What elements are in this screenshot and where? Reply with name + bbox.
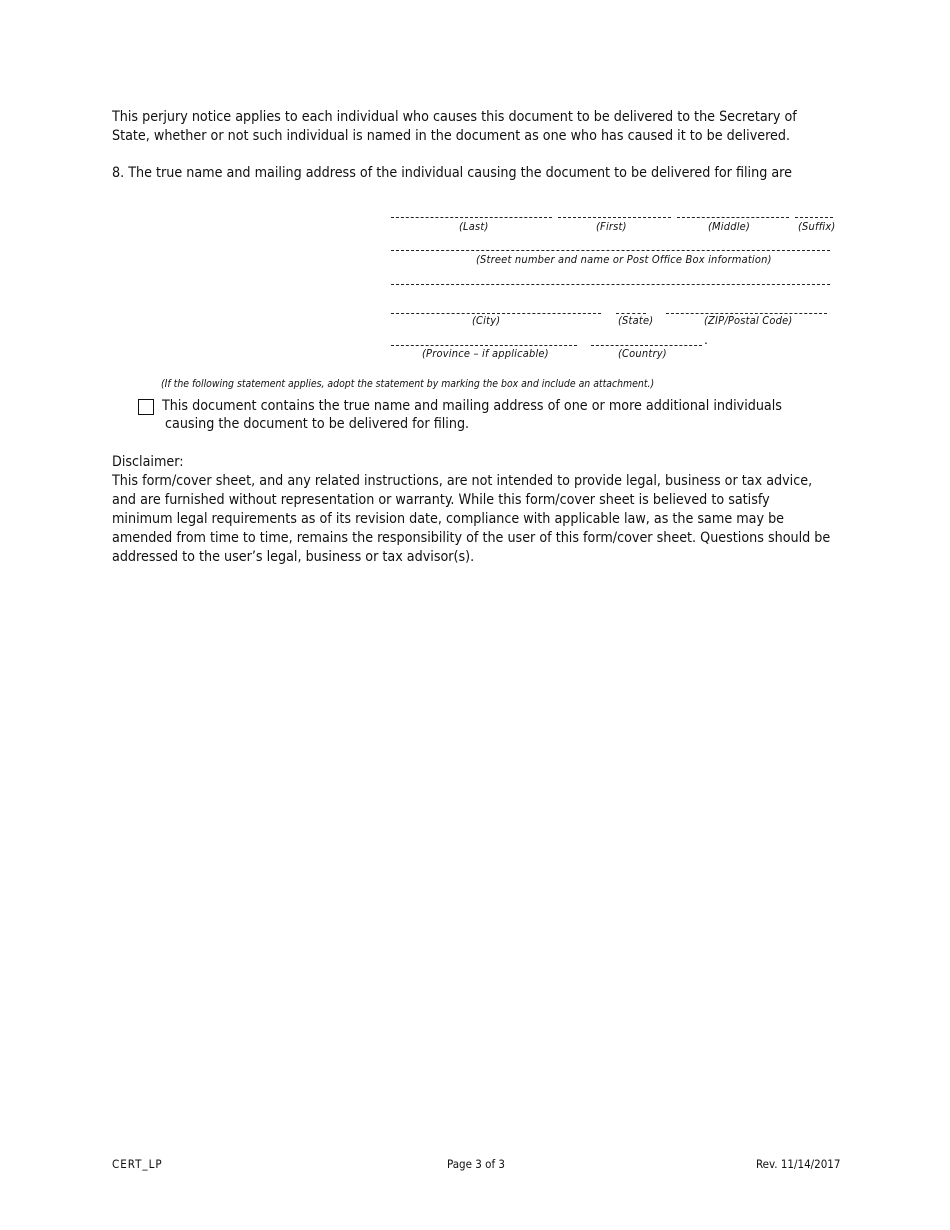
street-field[interactable]	[391, 250, 830, 251]
street-label: (Street number and name or Post Office Box information)	[476, 253, 772, 266]
footer-page-number: Page 3 of 3	[447, 1157, 505, 1171]
middle-label: (Middle)	[708, 220, 751, 233]
statement-line-2: causing the document to be delivered for filing.	[165, 416, 470, 432]
last-name-field[interactable]	[391, 217, 552, 218]
footer-revision: Rev. 11/14/2017	[756, 1157, 841, 1171]
additional-individuals-checkbox[interactable]	[138, 399, 154, 415]
statement-line-1: This document contains the true name and mailing address of one or more additional individuals	[162, 398, 782, 414]
suffix-field[interactable]	[795, 217, 833, 218]
province-label: (Province – if applicable)	[422, 347, 549, 360]
country-field[interactable]	[591, 345, 702, 346]
last-label: (Last)	[459, 220, 489, 233]
perjury-notice: This perjury notice applies to each individual who causes this document to be delivered to the Secretary of State, whether or not such individual is named in the document as one who has caused it to be delivered.	[112, 109, 797, 144]
state-label: (State)	[618, 314, 654, 327]
additional-individuals-statement	[162, 397, 822, 433]
attachment-note: (If the following statement applies, adopt the statement by marking the box and include an attachment.)	[161, 378, 655, 390]
street-field-line-2[interactable]	[391, 284, 830, 285]
disclaimer-heading: Disclaimer:	[112, 454, 184, 470]
province-field[interactable]	[391, 345, 577, 346]
city-label: (City)	[472, 314, 501, 327]
middle-name-field[interactable]	[677, 217, 789, 218]
footer-form-code: CERT_LP	[112, 1157, 163, 1171]
terminal-period: .	[704, 331, 708, 347]
country-label: (Country)	[618, 347, 667, 360]
suffix-label: (Suffix)	[798, 220, 836, 233]
disclaimer-body: This form/cover sheet, and any related instructions, are not intended to provide legal, business or tax advice, and are furnished without representation or warranty. While this form/cover sheet is believed to satisfy minimum legal requirements as of its revision date, compliance with applicable law, as the same may be amended from time to time, remains the responsibility of the user of this form/cover sheet. Questions should be addressed to the user’s legal, business or tax advisor(s).	[112, 473, 831, 565]
first-label: (First)	[596, 220, 627, 233]
first-name-field[interactable]	[558, 217, 671, 218]
item-8-text: 8. The true name and mailing address of the individual causing the document to be delivered for filing are	[112, 165, 792, 181]
zip-label: (ZIP/Postal Code)	[704, 314, 793, 327]
